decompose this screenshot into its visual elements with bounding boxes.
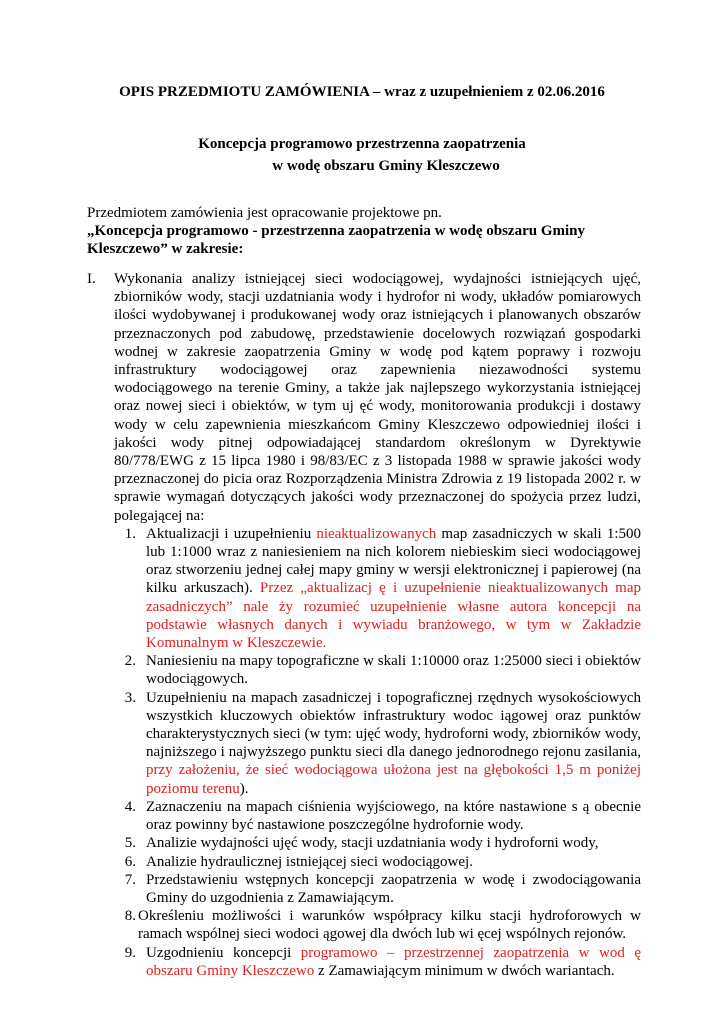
section-text: Wykonania analizy istniejącej sieci wodociągowej, wydajności istniejących ujęć, zbiorników wody, stacji uzdatniania wody i hydrofor ni wody, układów pomiarowych ilości wydobywanej i produkowanej wody oraz istniejących i planowanych obszarów przeznaczonych pod zabudowę, przedstawienie docelowych rozwiązań gospodarki wodnej w zakresie zaopatrzenia Gminy w wodę pod kątem poprawy i rozwoju infrastruktury wodociągowej oraz zapewnienia niezawodności systemu wodociągowego na terenie Gminy, a także jak najlepszego wykorzystania istniejącej oraz nowej sieci i obiektów, w tym uj ęć wody, monitorowania produkcji i dostawy wody w celu zapewnienia mieszkańcom Gminy Kleszczewo odpowiedniej ilości i jakości wody pitnej odpowiadającej standardom określonym w Dyrektywie 80/778/EWG z 15 lipca 1980 i 98/83/EC z 3 listopada 1988 w sprawie jakości wody przeznaczonej do picia oraz Rozporządzenia Ministra Zdrowia z 19 listopada 2002 r. w sprawie wymagań dotyczących jakości wody przeznaczonej do spożycia przez ludzi, polegającej na: bbox=[114, 271, 641, 524]
section-marker: I. bbox=[87, 271, 96, 287]
item-number: 1. bbox=[124, 525, 136, 542]
item-text: Naniesieniu na mapy topograficzne w skali 1:10000 oraz 1:25000 sieci i obiektów wodociągowych. bbox=[146, 653, 641, 688]
document-subtitle bbox=[0, 133, 724, 177]
item-number: 3. bbox=[124, 689, 136, 706]
item-highlight: przy założeniu, że sieć wodociągowa ułożona jest na głębokości 1,5 m poniżej poziomu terenu bbox=[146, 762, 641, 797]
item-number: 7. bbox=[124, 871, 136, 888]
item-number: 8. bbox=[124, 908, 136, 925]
intro-line-2: „Koncepcja programowo - przestrzenna zaopatrzenia w wodę obszaru Gminy Kleszczewo” w zakresie: bbox=[87, 223, 585, 257]
item-text-cont: ). bbox=[239, 780, 249, 797]
item-number: 4. bbox=[124, 798, 136, 815]
item-highlight: programowo – przestrzennej zaopatrzenia w wod ę obszaru Gminy Kleszczewo bbox=[146, 944, 641, 979]
subtitle-line-1: Koncepcja programowo przestrzenna zaopatrzenia bbox=[198, 136, 526, 152]
list-item bbox=[114, 871, 641, 907]
item-text: Przedstawieniu wstępnych koncepcji zaopatrzenia w wodę i zwodociągowania Gminy do uzgodnienia z Zamawiającym. bbox=[146, 871, 641, 906]
item-text-cont: map zasadniczych w skali 1:500 lub 1:1000 wraz z naniesieniem na nich kolorem niebieskim sieci wodociągowej oraz stworzeniu jednej całej mapy gminy w wersji elektronicznej i papierowej (na kilku arkuszach). bbox=[146, 525, 642, 597]
item-text: Zaznaczeniu na mapach ciśnienia wyjściowego, na które nastawione s ą obecnie oraz powinny być nastawione poszczególne hydrofornie wody. bbox=[146, 798, 641, 834]
item-number: 5. bbox=[124, 835, 136, 852]
intro-paragraph bbox=[87, 204, 647, 258]
section-i bbox=[87, 270, 641, 980]
item-text: Uzupełnieniu na mapach zasadniczej i topograficznej rzędnych wysokościowych wszystkich kluczowych obiektów infrastruktury wodoc iągowej oraz punktów charakterystycznych sieci (w tym: ujęć wody, hydroforni wody, zbiorników wody, najniższego i najwyższego punktu sieci dla danego jednorodnego rejonu zasilania, bbox=[146, 689, 641, 761]
list-item bbox=[114, 944, 641, 980]
item-text: Analizie hydraulicznej istniejącej sieci wodociągowej. bbox=[146, 853, 473, 870]
item-number: 2. bbox=[124, 653, 136, 670]
item-number: 9. bbox=[124, 944, 136, 961]
list-item bbox=[114, 853, 641, 871]
list-item bbox=[114, 798, 641, 834]
item-number: 6. bbox=[124, 853, 136, 870]
item-note-highlight: Przez „aktualizacj ę i uzupełnienie nieaktualizowanych map zasadniczych” nale ży rozumieć uzupełnienie własne autora koncepcji na podstawie własnych danych i wywiadu branżowego, w tym w Zakładzie Komunalnym w Kleszczewie. bbox=[146, 580, 641, 652]
document-title: OPIS PRZEDMIOTU ZAMÓWIENIA – wraz z uzupełnieniem z 02.06.2016 bbox=[119, 84, 605, 100]
item-highlight: nieaktualizowanych bbox=[316, 525, 437, 542]
subtitle-line-2: w wodę obszaru Gminy Kleszczewo bbox=[272, 158, 500, 174]
list-item bbox=[114, 525, 641, 652]
intro-line-1: Przedmiotem zamówienia jest opracowanie projektowe pn. bbox=[87, 205, 442, 221]
task-list bbox=[114, 525, 641, 980]
list-item bbox=[114, 689, 641, 798]
section-body bbox=[114, 270, 641, 980]
item-text: Analizie wydajności ujęć wody, stacji uzdatniania wody i hydroforni wody, bbox=[146, 835, 599, 852]
list-item bbox=[114, 834, 641, 852]
item-text: Aktualizacji i uzupełnieniu bbox=[146, 525, 317, 542]
item-text: Uzgodnieniu koncepcji bbox=[146, 944, 301, 961]
list-item bbox=[114, 907, 641, 943]
list-item bbox=[114, 652, 641, 688]
item-text: Określeniu możliwości i warunków współpracy kilku stacji hydroforowych w ramach wspólnej sieci wodoci ągowej dla dwóch lub wi ęcej wspólnych rejonów. bbox=[138, 908, 641, 943]
item-text-cont: z Zamawiającym minimum w dwóch wariantach. bbox=[314, 962, 615, 979]
